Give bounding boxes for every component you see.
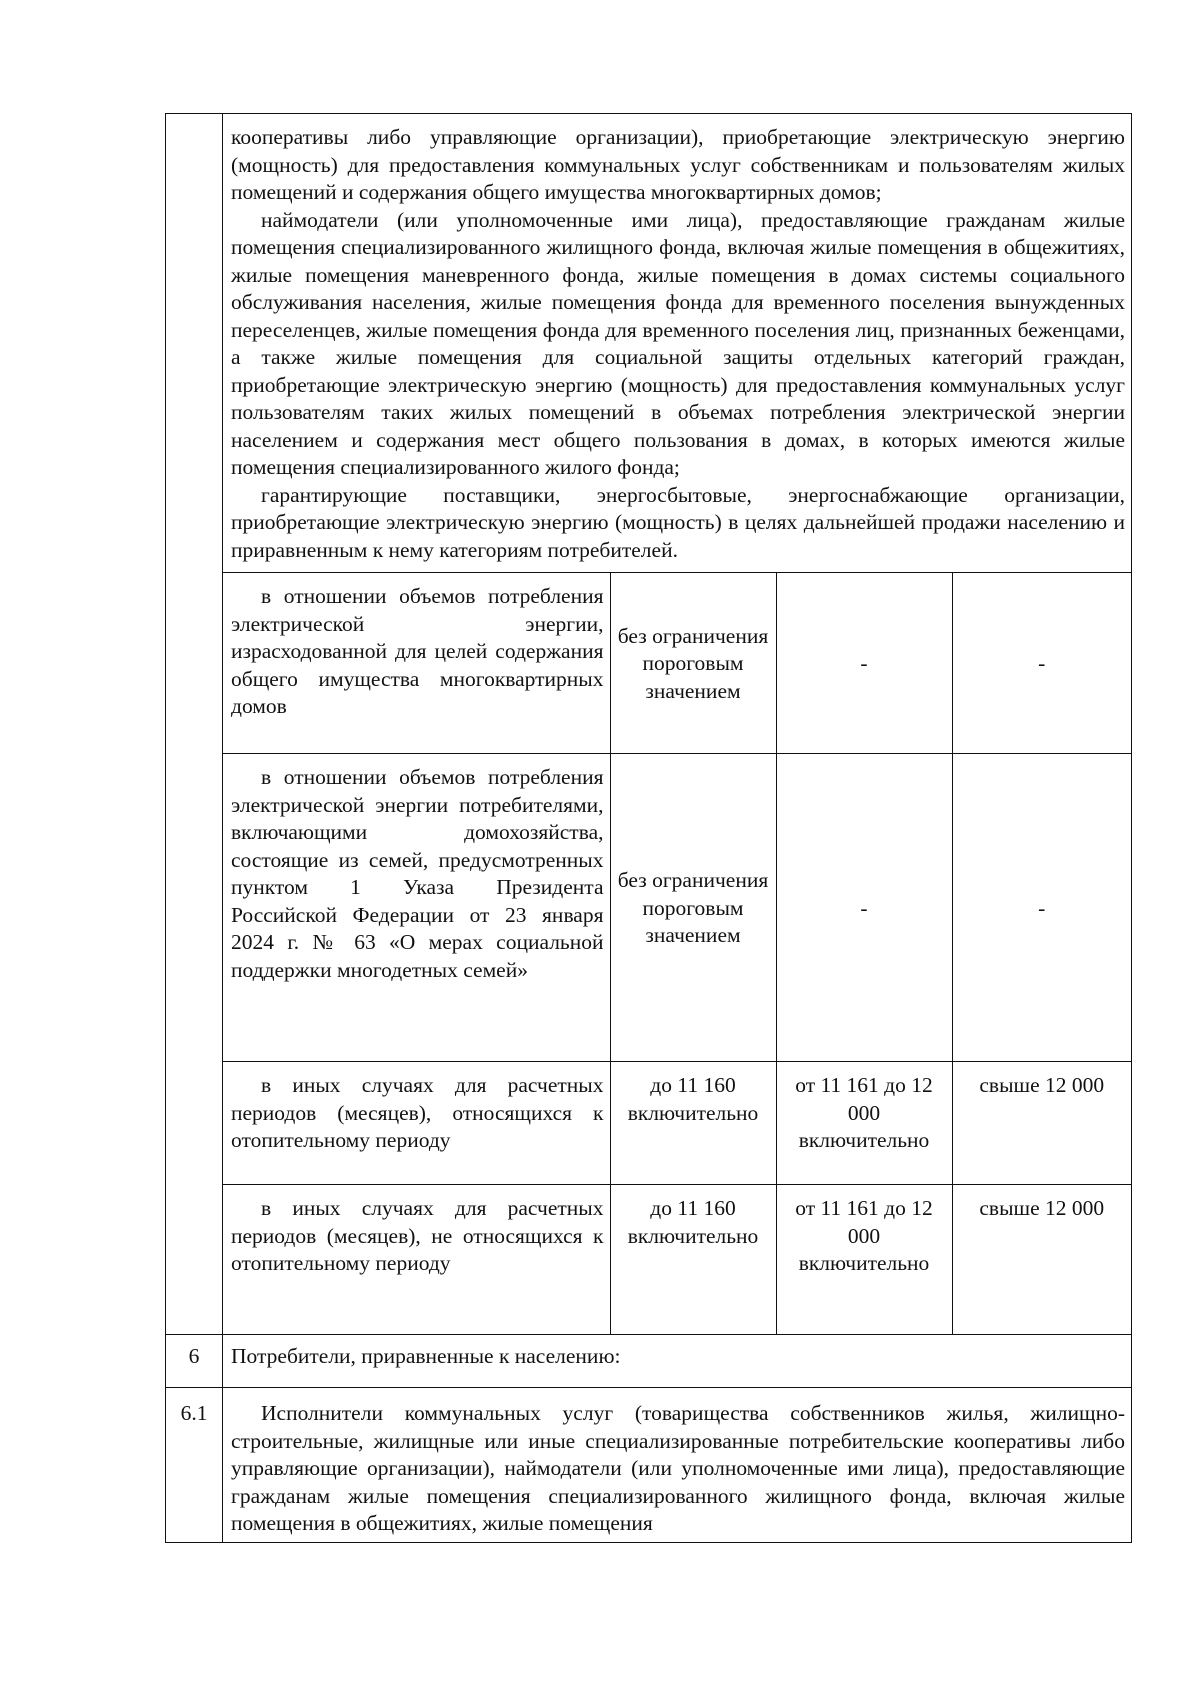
volume-thresholds — [223, 573, 1132, 1335]
volume-cell: свыше 12 000 — [979, 1196, 1105, 1220]
condition-cell — [223, 754, 610, 1062]
table-row — [166, 1335, 1132, 1388]
row-number: 6.1 — [166, 1388, 223, 1543]
condition-cell — [223, 1185, 610, 1335]
condition-text: в иных случаях для расчетных периодов (месяцев), относящихся к отопительному периоду — [231, 1073, 604, 1152]
table-row — [223, 1185, 1131, 1335]
volume-cell: до 11 160 включительно — [610, 1062, 776, 1185]
row-body — [223, 1388, 1132, 1543]
condition-text: в иных случаях для расчетных периодов (месяцев), не относящихся к отопительному периоду — [231, 1196, 604, 1275]
row-title: Потребители, приравненные к населению: — [223, 1335, 1132, 1388]
paragraph: наймодатели (или уполномоченные ими лица), предоставляющие гражданам жилые помещения специализированного жилищного фонда, включая жилые помещения в общежитиях, жилые помещения маневренного фонда, жилые помещения в домах системы социального обслуживания населения, жилые помещения фонда для временного поселения вынужденных переселенцев, жилые помещения фонда для временного поселения лиц, признанных беженцами, а также жилые помещения для социальной защиты отдельных категорий граждан, приобретающие электрическую энергию (мощность) для предоставления коммунальных услуг пользователям таких жилых помещений в объемах потребления электрической энергии населением и содержания мест общего пользования в домах, в которых имеются жилые помещения специализированного жилого фонда; — [231, 207, 1125, 479]
row-number: 6 — [166, 1335, 223, 1388]
table-row — [166, 114, 1132, 573]
table-row — [223, 1062, 1131, 1185]
table-row — [166, 573, 1132, 1335]
paragraph: кооперативы либо управляющие организации), приобретающие электрическую энергию (мощность) для предоставления коммунальных услуг собственникам и пользователям жилых помещений и содержания общего имущества многоквартирных домов; — [231, 125, 1125, 204]
volume-cell: без ограничения пороговым значением — [610, 573, 776, 754]
table-row — [166, 1388, 1132, 1543]
threshold-table — [223, 573, 1131, 1334]
table-row — [223, 573, 1131, 754]
condition-text: в отношении объемов потребления электрической энергии потребителями, включающими домохозяйства, состоящие из семей, предусмотренных пунктом 1 Указа Президента Российской Федерации от 23 января 2024 г. № 63 «О мерах социальной поддержки многодетных семей» — [231, 765, 604, 982]
document-page — [165, 113, 1131, 1543]
condition-cell — [223, 1062, 610, 1185]
condition-text: в отношении объемов потребления электрической энергии, израсходованной для целей содержания общего имущества многоквартирных домов — [231, 584, 604, 718]
tariff-table — [165, 113, 1132, 1543]
volume-cell: - — [952, 573, 1131, 754]
table-row — [223, 754, 1131, 1062]
paragraph: Исполнители коммунальных услуг (товарищества собственников жилья, жилищно-строительные, жилищные или иные специализированные потребительские кооперативы либо управляющие организации), наймодатели (или уполномоченные ими лица), предоставляющие гражданам жилые помещения специализированного жилищного фонда, включая жилые помещения в общежитиях, жилые помещения — [231, 1401, 1125, 1535]
paragraph: гарантирующие поставщики, энергосбытовые, энергоснабжающие организации, приобретающие электрическую энергию (мощность) в целях дальнейшей продажи населению и приравненным к нему категориям потребителей. — [231, 482, 1125, 562]
volume-cell: - — [952, 754, 1131, 1062]
volume-cell: от 11 161 до 12 000 включительно — [776, 1185, 952, 1335]
row-number-empty — [166, 114, 223, 1335]
volume-cell: - — [776, 754, 952, 1062]
volume-cell: - — [776, 573, 952, 754]
condition-cell — [223, 573, 610, 754]
consumer-description — [223, 114, 1132, 573]
volume-cell: без ограничения пороговым значением — [610, 754, 776, 1062]
volume-cell: свыше 12 000 — [952, 1062, 1131, 1185]
volume-cell: от 11 161 до 12 000 включительно — [776, 1062, 952, 1185]
volume-cell: до 11 160 включительно — [610, 1185, 776, 1335]
